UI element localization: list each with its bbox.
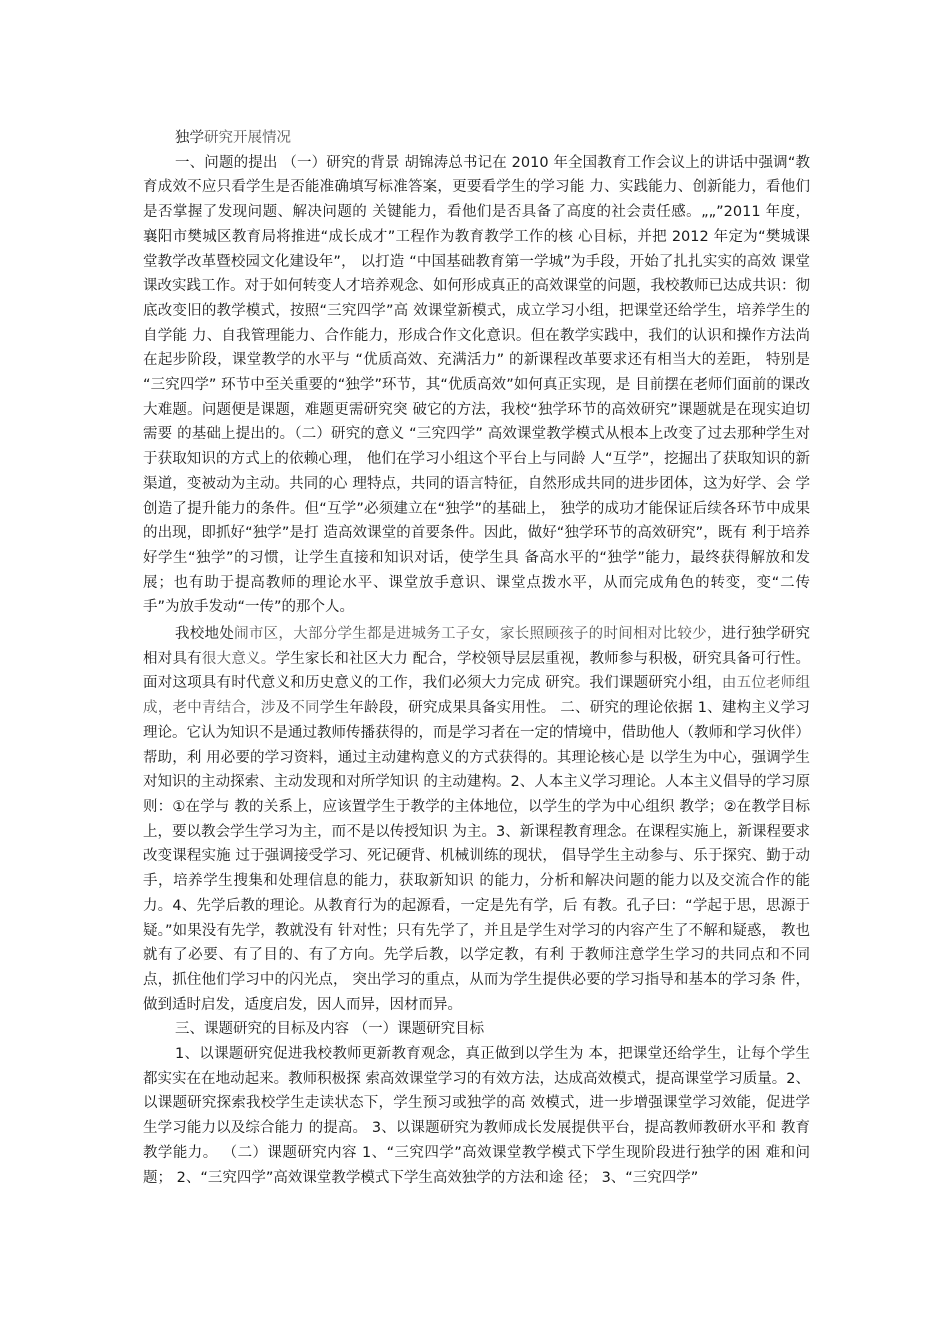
text-run: 我校地处 — [175, 626, 235, 643]
paragraph-feasibility-theory — [143, 622, 810, 1017]
title-suffix: 研究开展情况 — [204, 130, 291, 146]
document-body — [143, 126, 810, 1190]
text-run-serif: 闹市区，大部分学生都是进城务工子女，家长照顾孩子的时间相对比较少， — [234, 626, 722, 643]
text-run: 学生年龄段，研究成果具备实用性。 二、研究的理论依据 1、建构主义学习理论。它认为知识不是通过教师传播获得的，而是学习者在一定的情境中，借助他人（教师和学习伙伴）帮助，利 用必要的学习资料，通过主动建构意义的方式获得的。其理论核心是 以学生为中心，强调学生对知识的主动探索、主动发现和对所学知识 的主动建构。2、人本主义学习理论。人本主义倡导的学习原则：①在学与 教的关系上，应该置学生于教学的主体地位，以学生的学为中心组织 教学；②在教学目标上，要以教会学生学习为主，而不是以传授知识 为主。3、新课程教育理念。在课程实施上，新课程要求改变课程实施 过于强调接受学习、死记硬背、机械训练的现状， 倡导学生主动参与、乐于探究、勤于动手，培养学生搜集和处理信息的能力，获取新知识 的能力，分析和解决问题的能力以及交流合作的能力。4、先学后教的理论。从教育行为的起源看，一定是先有学，后 有教。孔子曰：“学起于思，思源于疑。”如果没有先学，教就没有 针对性；只有先学了，并且是学生对学习的内容产生了不解和疑惑， 教也就有了必要、有了目的、有了方向。先学后教，以学定教，有利 于教师注意学生学习的共同点和不同点，抓住他们学习中的闪光点， 突出学习的重点，从而为学生提供必要的学习指导和基本的学习条 件，做到适时启发，适度启发，因人而异，因材而异。 — [143, 700, 811, 1013]
text-run: 学生家长和社区大力 配合，学校领导层层重视，教师参与积极，研究具备可行性。 面对这项具有时代意义和历史意义的工作，我们必须大力完成 研究。我们课题研究小组， — [143, 650, 811, 692]
document-title — [143, 126, 810, 151]
paragraph-background-significance: 一、问题的提出 （一）研究的背景 胡锦涛总书记在 2010 年全国教育工作会议上的讲话中强调“教 育成效不应只看学生是否能准确填写标准答案，更要看学生的学习能 力、实践能力、创新能力，看他们是否掌握了发现问题、解决问题的 关键能力，看他们是否具备了高度的社会责任感。„„”2011 年度， 襄阳市樊城区教育局将推进“成长成才”工程作为教育教学工作的核 心目标，并把 2012 年定为“樊城课堂教学改革暨校园文化建设年”， 以打造 “中国基础教育第一学城”为手段，开始了扎扎实实的高效 课堂课改实践工作。对于如何转变人才培养观念、如何形成真正的高效课堂的问题，我校教师已达成共识：彻底改变旧的教学模式，按照“三究四学”高 效课堂新模式，成立学习小组，把课堂还给学生，培养学生的自学能 力、自我管理能力、合作能力，形成合作文化意识。但在教学实践中，我们的认识和操作方法尚在起步阶段，课堂教学的水平与 “优质高效、充满活力” 的新课程改革要求还有相当大的差距， 特别是 “三究四学” 环节中至关重要的“独学”环节，其“优质高效”如何真正实现，是 目前摆在老师们面前的课改大难题。问题便是课题，难题更需研究突 破它的方法，我校“独学环节的高效研究”课题就是在现实迫切需要 的基础上提出的。（二）研究的意义 “三究四学” 高效课堂教学模式从根本上改变了过去那种学生对 于获取知识的方式上的依赖心理， 他们在学习小组这个平台上与同龄 人“互学”，挖掘出了获取知识的新渠道，变被动为主动。共同的心 理特点，共同的语言特征，自然形成共同的进步团体，这为好学、会 学创造了提升能力的条件。但“互学”必须建立在“独学”的基础上， 独学的成功才能保证后续各环节中成果的出现，即抓好“独学”是打 造高效课堂的首要条件。因此，做好“独学环节的高效研究”，既有 利于培养好学生“独学”的习惯，让学生直接和知识对话，使学生具 备高水平的“独学”能力，最终获得解放和发展；也有助于提高教师的理论水平、课堂放手意识、课堂点拨水平，从而完成角色的转变，变“二传手”为放手发动“一传”的那个人。 — [143, 154, 810, 616]
paragraph-goals-content: 1、以课题研究促进我校教师更新教育观念，真正做到以学生为 本，把课堂还给学生，让每个学生都实实在在地动起来。教师积极探 索高效课堂学习的有效方法，达成高效模式，提高课堂学习质量。2、以课题研究探索我校学生走读状态下，学生预习或独学的高 效模式，进一步增强课堂学习效能，促进学生学习能力以及综合能力 的提高。 3、以课题研究为教师成长发展提供平台，提高教师教研水平和 教育教学能力。 （二）课题研究内容 1、“三究四学”高效课堂教学模式下学生现阶段进行独学的困 难和问题； 2、“三究四学”高效课堂教学模式下学生高效独学的方法和途 径； 3、“三究四学” — [143, 1046, 810, 1186]
text-run-serif: 由五位老师组成，老中青结合，涉 — [143, 675, 811, 717]
section-heading-goals: 三、课题研究的目标及内容 （一）课题研究目标 — [175, 1021, 485, 1038]
text-run-serif: 不同 — [290, 700, 320, 717]
title-prefix: 独学 — [175, 130, 204, 146]
text-run: 进行独学研究相对具有 — [143, 626, 811, 667]
text-run: 及 — [275, 700, 291, 717]
text-run-serif: 很大意义。 — [201, 650, 276, 667]
